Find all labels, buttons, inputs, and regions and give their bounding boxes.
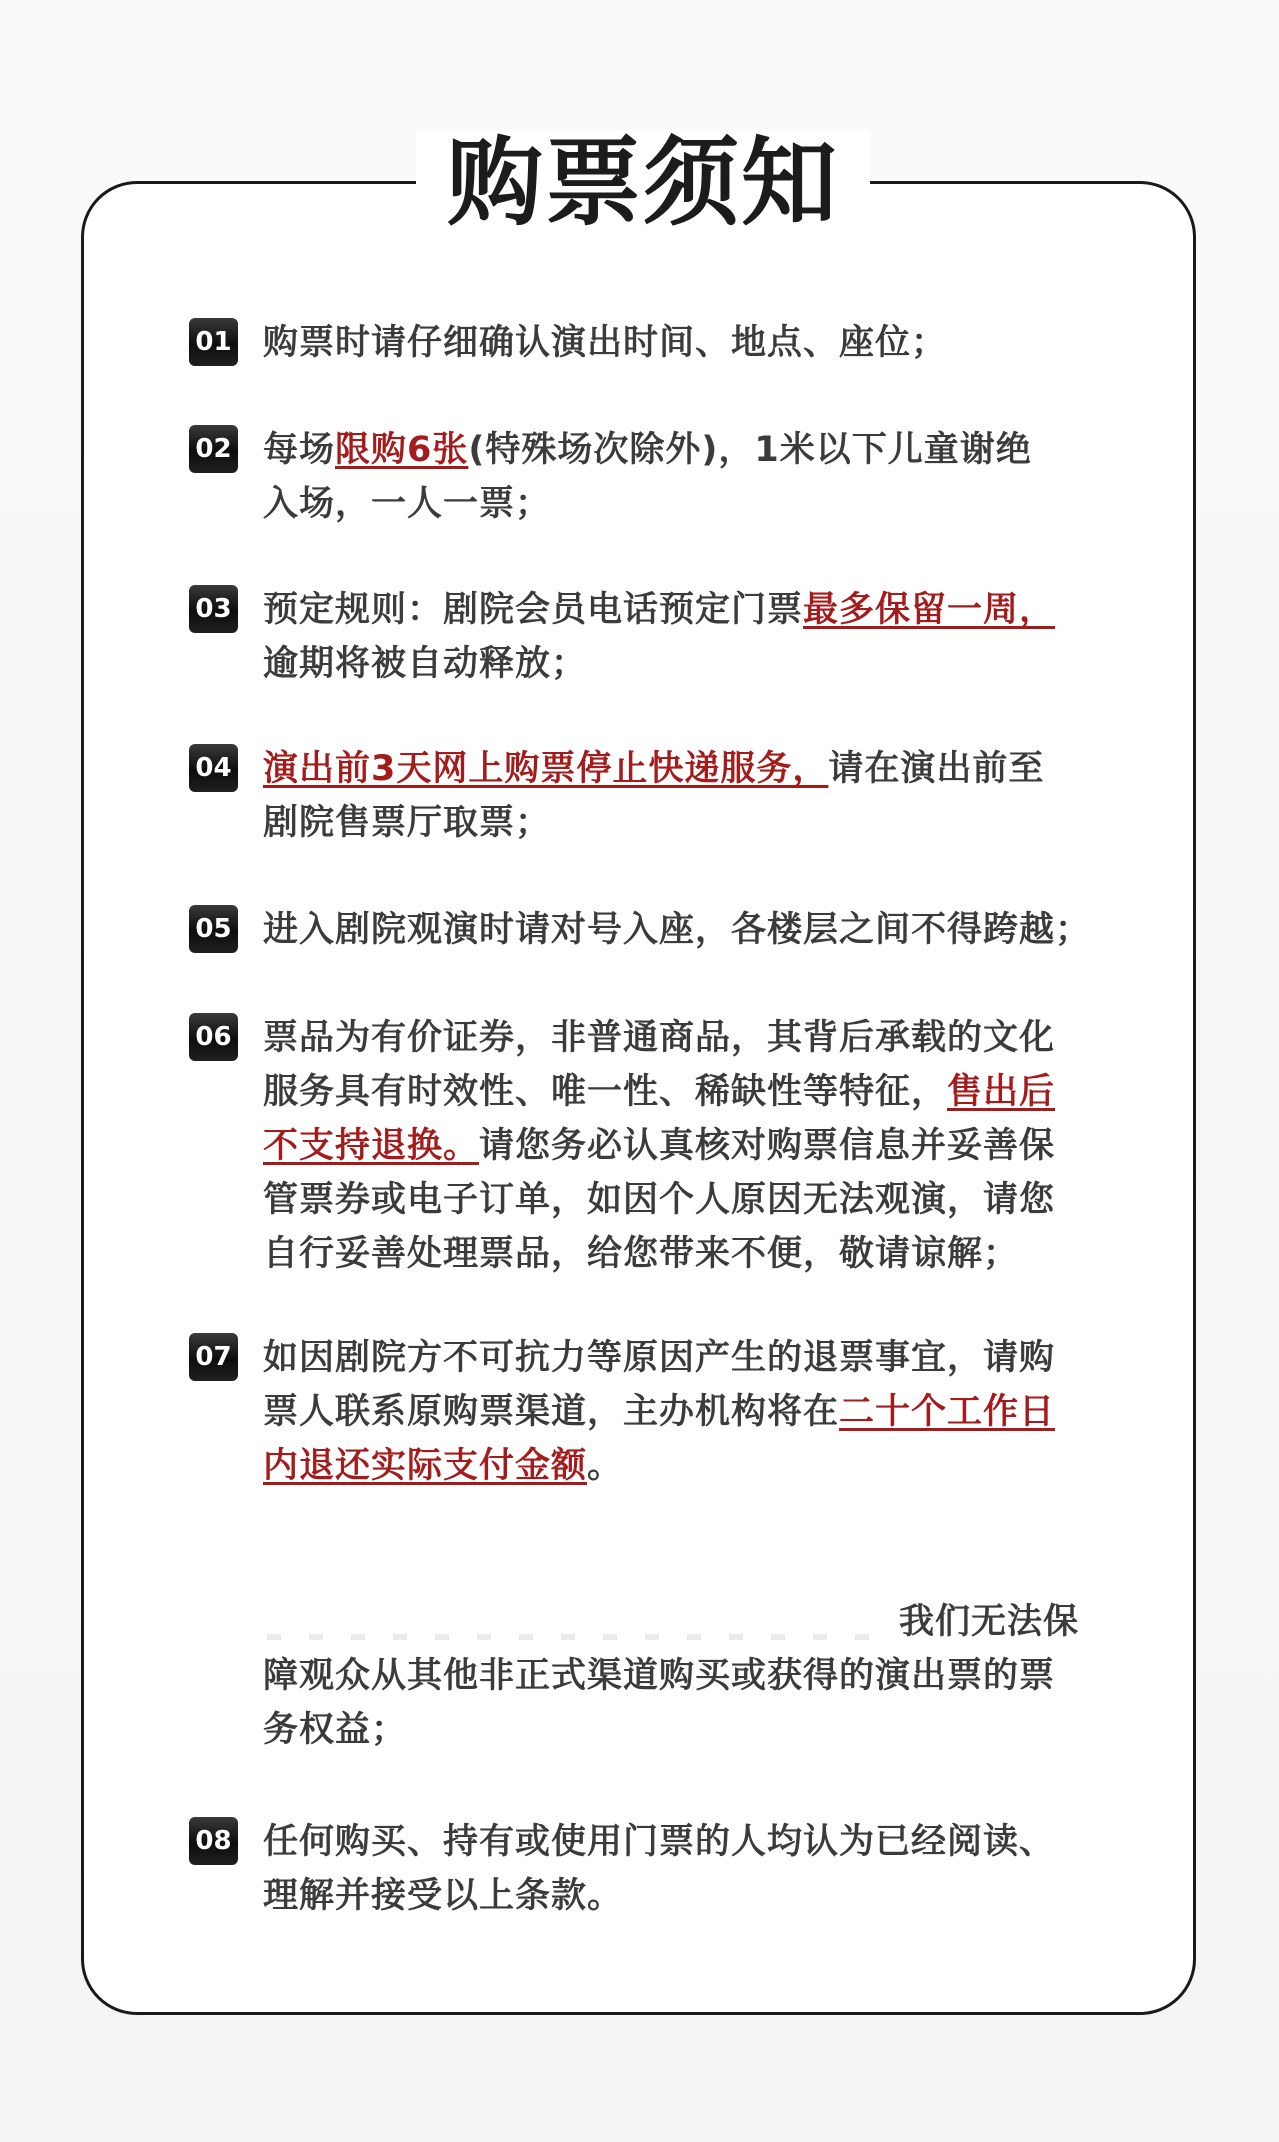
- item-text: [263, 1011, 1093, 1281]
- item-line: [263, 583, 1093, 637]
- item-number-badge: 04: [189, 744, 238, 792]
- item-line: 自行妥善处理票品，给您带来不便，敬请谅解；: [263, 1234, 1020, 1274]
- item-line: 票品为有价证券，非普通商品，其背后承载的文化: [263, 1018, 1056, 1058]
- item-line: [263, 1065, 1093, 1119]
- item-text: [263, 423, 1093, 531]
- item-line: 剧院售票厅取票；: [263, 803, 552, 843]
- item-line: 逾期将被自动释放；: [263, 644, 588, 684]
- item-text-segment: (特殊场次除外)，1米以下儿童谢绝: [468, 430, 1032, 470]
- item-text: [263, 583, 1093, 691]
- highlight-text: 最多保留一周，: [803, 590, 1056, 630]
- highlight-text: 内退还实际支付金额: [263, 1446, 588, 1486]
- item-number-badge: 06: [189, 1013, 238, 1061]
- item-line: 入场，一人一票；: [263, 484, 552, 524]
- highlight-text: 售出后: [947, 1072, 1056, 1112]
- unofficial-channel-notice: [263, 1595, 1093, 1757]
- item-line: 购票时请仔细确认演出时间、地点、座位；: [263, 323, 948, 363]
- item-line: [263, 1439, 1093, 1493]
- page-title: 购票须知: [447, 126, 839, 239]
- highlight-text: 限购6张: [335, 430, 469, 470]
- item-line: 理解并接受以上条款。: [263, 1876, 624, 1916]
- highlight-text: 不支持退换。: [263, 1126, 480, 1166]
- item-line: 进入剧院观演时请对号入座，各楼层之间不得跨越；: [263, 910, 1092, 950]
- notice-line: 务权益；: [263, 1710, 408, 1750]
- notice-line: 我们无法保: [898, 1602, 1079, 1642]
- item-text-segment: 请您务必认真核对购票信息并妥善保: [479, 1126, 1056, 1166]
- item-number-badge: 05: [189, 905, 238, 953]
- item-line: 管票券或电子订单，如因个人原因无法观演，请您: [263, 1180, 1056, 1220]
- item-number-badge: 02: [189, 425, 238, 473]
- item-line: [263, 742, 1093, 796]
- item-text-segment: 预定规则：剧院会员电话预定门票: [263, 590, 804, 630]
- item-number-badge: 03: [189, 585, 238, 633]
- item-text: [263, 1815, 1093, 1923]
- item-number-badge: 01: [189, 318, 238, 366]
- item-text-segment: 每场: [263, 430, 336, 470]
- item-text-segment: 请在演出前至: [828, 749, 1045, 789]
- item-text: [263, 316, 1093, 370]
- item-text-segment: 。: [587, 1446, 624, 1486]
- item-line: [263, 423, 1093, 477]
- item-line: [263, 1385, 1093, 1439]
- notice-line: 障观众从其他非正式渠道购买或获得的演出票的票: [263, 1656, 1056, 1696]
- item-number-badge: 08: [189, 1817, 238, 1865]
- highlight-text: 演出前3天网上购票停止快递服务，: [263, 749, 829, 789]
- highlight-text: 二十个工作日: [839, 1392, 1056, 1432]
- item-line: 如因剧院方不可抗力等原因产生的退票事宜，请购: [263, 1338, 1056, 1378]
- item-line: [263, 1119, 1093, 1173]
- item-text: [263, 903, 1093, 957]
- item-text: [263, 742, 1093, 850]
- item-text-segment: 票人联系原购票渠道，主办机构将在: [263, 1392, 840, 1432]
- item-text-segment: 服务具有时效性、唯一性、稀缺性等特征，: [263, 1072, 948, 1112]
- item-line: 任何购买、持有或使用门票的人均认为已经阅读、: [263, 1822, 1056, 1862]
- item-number-badge: 07: [189, 1333, 238, 1381]
- item-text: [263, 1331, 1093, 1493]
